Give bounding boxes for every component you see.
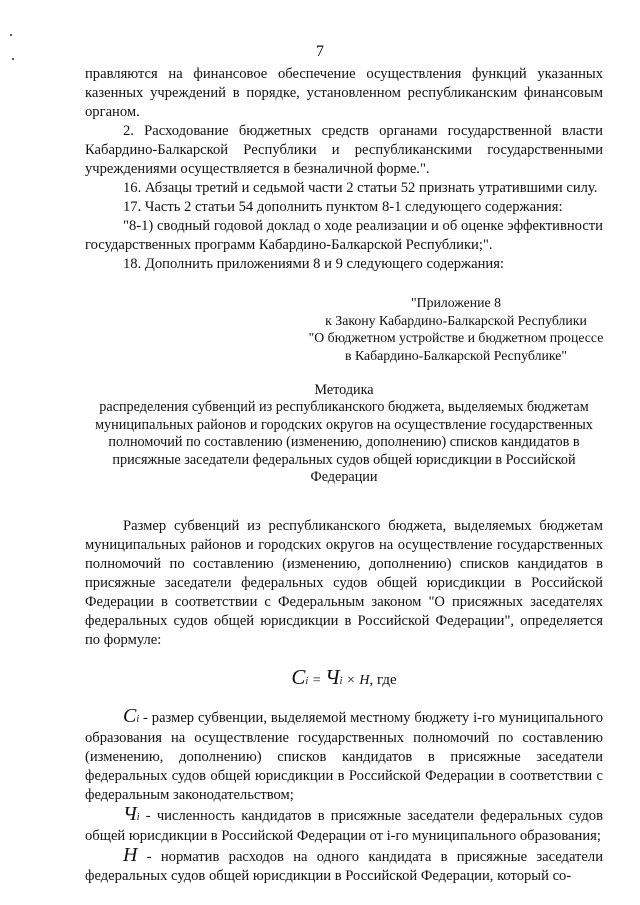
paragraph: 16. Абзацы третий и седьмой части 2 статьи 52 признать утратившими силу. — [123, 180, 598, 196]
formula-suffix: , где — [369, 671, 397, 688]
methodology-body: Размер субвенций из республиканского бюджета, выделяемых бюджетам муниципальных районов и городских округов на осуществление государственных полномочий по составлению (изменению, дополнению) списков кандидатов в присяжные заседатели федеральных судов общей юрисдикции в Российской Федерации в соответствии с Федеральным законом "О присяжных заседателях федеральных судов общей юрисдикции в Российской Федерации", определяется по формуле: — [85, 517, 603, 648]
formula-subscript: i — [339, 675, 343, 687]
def-subscript: i — [136, 811, 140, 823]
methodology-title: Методика — [314, 382, 374, 398]
document-body — [85, 65, 603, 886]
paragraph: 18. Дополнить приложениями 8 и 9 следующего содержания: — [123, 256, 504, 272]
formula — [85, 666, 603, 693]
def-subscript: i — [136, 713, 140, 725]
paragraph: 2. Расходование бюджетных средств органами государственной власти Кабардино-Балкарской Республики и республиканскими государственными учреждениями осуществляется в безналичной форме.". — [85, 123, 603, 177]
appendix-line: к Закону Кабардино-Балкарской Республики — [325, 312, 587, 328]
page-number: 7 — [316, 43, 324, 60]
definition-n — [85, 843, 603, 886]
appendix-line: "О бюджетном устройстве и бюджетном процессе — [308, 330, 604, 345]
formula-lhs: С — [291, 664, 306, 689]
appendix-line: в Кабардино-Балкарской Республике" — [345, 347, 567, 363]
formula-times: × — [346, 672, 356, 688]
def-symbol: Н — [123, 843, 138, 866]
formula-equals: = — [311, 672, 322, 688]
def-text: - размер субвенции, выделяемой местному бюджету i-го муниципального образования на осуществление государственных полномочий по составлению (изменению, дополнению) списков кандидатов в присяжные заседатели федеральных судов общей юрисдикции в Российской Федерации в соответствии с федеральным законодательством; — [85, 709, 603, 803]
appendix-line: "Приложение 8 — [410, 295, 502, 310]
paragraph: "8-1) сводный годовой доклад о ходе реализации и об оценке эффективности государственных программ Кабардино-Балкарской Республики;". — [85, 218, 603, 253]
definition-ch — [85, 802, 603, 846]
def-text: - численность кандидатов в присяжные заседатели федеральных судов общей юрисдикции в Российской Федерации от i-го муниципального образования; — [85, 807, 603, 844]
scan-mark — [10, 34, 12, 36]
def-text: - норматив расходов на одного кандидата в присяжные заседатели федеральных судов общей юрисдикции в Российской Федерации, который со- — [85, 848, 603, 884]
methodology-subtitle: распределения субвенций из республиканского бюджета, выделяемых бюджетам муниципальных районов и городских округов на осуществление государственных полномочий по составлению (изменению, дополнению) списков кандидатов в присяжные заседатели федеральных судов общей юрисдикции в Российской Федерации — [95, 399, 593, 485]
def-symbol: Ч — [123, 802, 137, 825]
appendix-header — [291, 294, 621, 364]
formula-factor: Н — [359, 672, 370, 688]
def-symbol: С — [123, 704, 137, 727]
formula-subscript: i — [305, 675, 309, 687]
paragraph: 17. Часть 2 статьи 54 дополнить пунктом 8-1 следующего содержания: — [123, 199, 563, 215]
formula-factor: Ч — [325, 664, 340, 689]
definition-c — [85, 704, 603, 805]
paragraph: правляются на финансовое обеспечение осуществления функций указанных казенных учреждений в порядке, установленном республиканским финансовым органом. — [85, 66, 603, 120]
definitions — [85, 704, 603, 886]
